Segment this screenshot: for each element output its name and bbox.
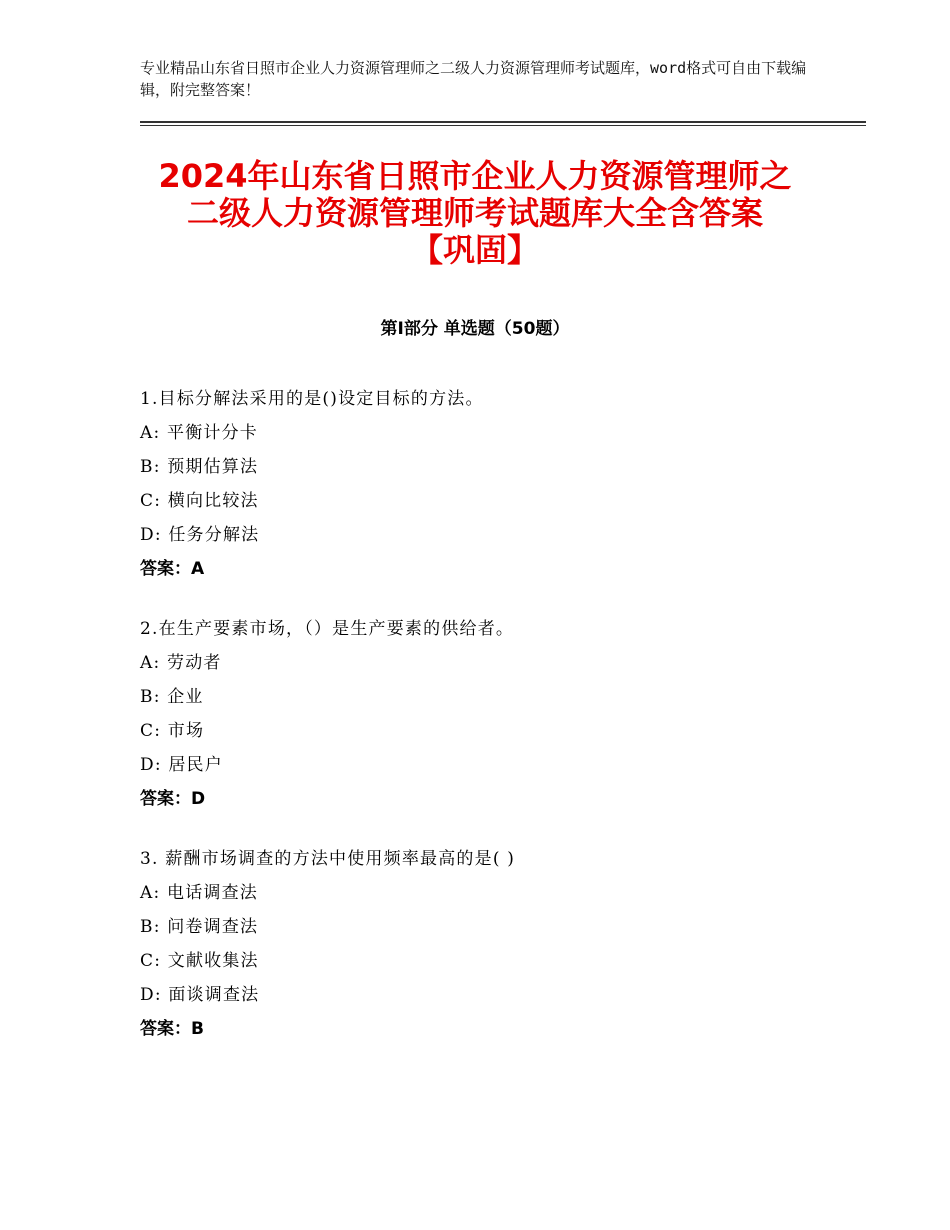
header-rule-thin: [140, 125, 866, 126]
question-stem: 1.目标分解法采用的是()设定目标的方法。: [140, 389, 484, 409]
question-3: [140, 842, 840, 1046]
title-line: 2024年山东省日照市企业人力资源管理师之: [158, 157, 792, 195]
title-line: 二级人力资源管理师考试题库大全含答案: [186, 194, 763, 232]
answer: 答案：D: [140, 789, 206, 809]
header-note: 专业精品山东省日照市企业人力资源管理师之二级人力资源管理师考试题库，word格式可自由下载编辑，附完整答案！: [140, 59, 807, 99]
question-1: [140, 382, 840, 586]
document-title: [120, 158, 830, 269]
option-d: D: 面谈调查法: [140, 985, 260, 1005]
option-d: D: 居民户: [140, 755, 223, 775]
option-b: B: 企业: [140, 687, 204, 707]
option-a: A: 电话调查法: [140, 883, 259, 903]
option-a: A: 劳动者: [140, 653, 222, 673]
section-heading: 第Ⅰ部分 单选题（50题）: [380, 319, 570, 339]
option-b: B: 问卷调查法: [140, 917, 259, 937]
option-c: C: 市场: [140, 721, 205, 741]
question-stem: 2.在生产要素市场，（）是生产要素的供给者。: [140, 619, 515, 639]
answer: 答案：B: [140, 1019, 204, 1039]
question-list: [140, 382, 840, 1072]
option-c: C: 横向比较法: [140, 491, 259, 511]
option-d: D: 任务分解法: [140, 525, 260, 545]
question-stem: 3. 薪酬市场调查的方法中使用频率最高的是( ): [140, 849, 516, 869]
option-b: B: 预期估算法: [140, 457, 259, 477]
option-c: C: 文献收集法: [140, 951, 259, 971]
title-line: 【巩固】: [410, 231, 539, 269]
header-rule-thick: [140, 121, 866, 123]
question-2: [140, 612, 840, 816]
answer: 答案：A: [140, 559, 205, 579]
option-a: A: 平衡计分卡: [140, 423, 259, 443]
